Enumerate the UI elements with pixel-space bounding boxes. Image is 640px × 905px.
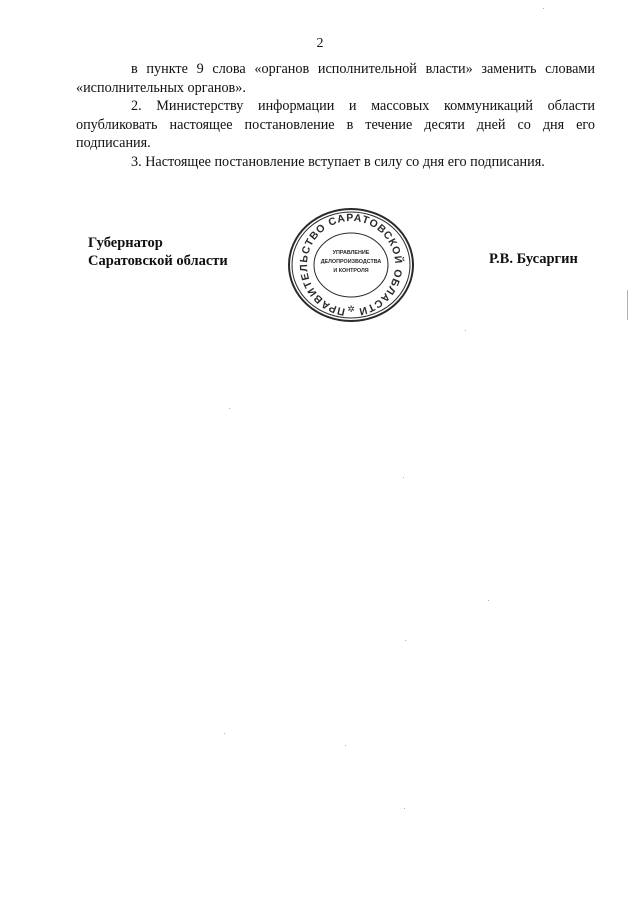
seal-center-line2: ДЕЛОПРОИЗВОДСТВА — [320, 259, 382, 265]
seal-center-ring — [314, 233, 388, 297]
signer-title-line2: Саратовской области — [88, 253, 228, 269]
seal-center-line3: И КОНТРОЛЯ — [333, 268, 369, 274]
signer-name: Р.В. Бусаргин — [489, 251, 578, 267]
scan-speck — [224, 733, 225, 734]
official-seal — [285, 205, 417, 325]
page-number: 2 — [316, 36, 324, 51]
scan-speck — [403, 477, 404, 478]
seal-star-icon: ✲ — [347, 305, 355, 315]
scan-speck — [543, 8, 544, 9]
paragraph-effective-date: 3. Настоящее постановление вступает в силу со дня его подписания. — [131, 153, 545, 170]
paragraph-amendment: в пункте 9 слова «органов исполнительной власти» заменить словами «исполнительных органов». — [76, 61, 595, 96]
scan-speck — [405, 640, 406, 641]
seal-center-line1: УПРАВЛЕНИЕ — [332, 250, 370, 256]
paragraph-publication: 2. Министерству информации и массовых коммуникаций области опубликовать настоящее постановление в течение десяти дней со дня его подписания. — [76, 98, 595, 152]
scan-speck — [488, 600, 489, 601]
scan-speck — [627, 290, 628, 320]
document-body — [76, 60, 595, 172]
scan-speck — [404, 808, 405, 809]
signer-title — [88, 234, 228, 270]
signer-title-line1: Губернатор — [88, 235, 163, 251]
scan-speck — [345, 745, 346, 746]
scan-speck — [229, 408, 230, 409]
seal-ring-text: ПРАВИТЕЛЬСТВО САРАТОВСКОЙ ОБЛАСТИ — [297, 211, 405, 318]
scan-speck — [465, 330, 466, 331]
